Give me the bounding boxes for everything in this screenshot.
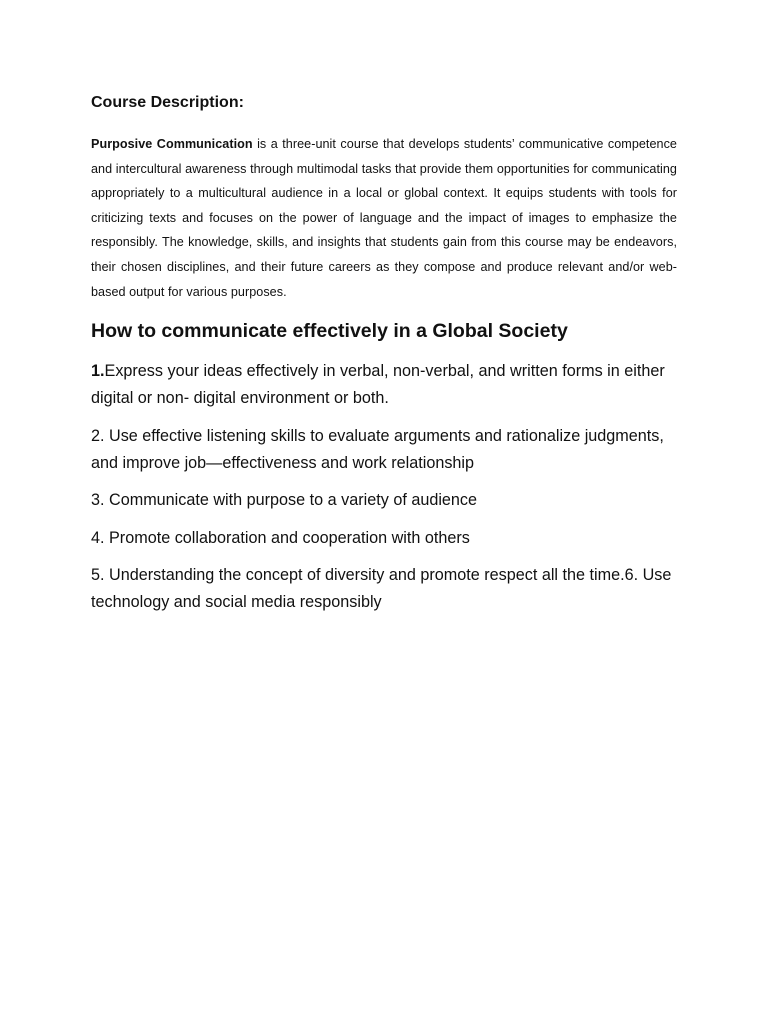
communication-tips-list [91,358,691,627]
list-item-text: Promote collaboration and cooperation with others [104,528,470,547]
list-item [91,358,691,412]
course-description-heading: Course Description: [91,94,244,111]
course-description-body: is a three-unit course that develops students’ communicative competence and intercultural awareness through multimodal tasks that provide them opportunities for communicating appropriately to a multicultural audience in a local or global context. It equips students with tools for criticizing texts and focuses on the power of language and the impact of images to emphasize the responsibly. The knowledge, skills, and insights that students gain from this course may be endeavors, their chosen disciplines, and their future careers as they compose and produce relevant and/or web-based output for various purposes. [91,137,677,299]
list-item-number: 4. [91,528,105,547]
list-item [91,562,691,616]
list-item [91,525,691,552]
list-item-number: 5. [91,566,105,584]
list-item-number: 2. [91,426,105,445]
list-item-text: Communicate with purpose to a variety of audience [104,491,478,509]
list-item-text: Use effective listening skills to evaluate arguments and rationalize judgments, and improve job—effectiveness and work relationship [91,426,664,472]
list-item-text: Express your ideas effectively in verbal, non-verbal, and written forms in either digital or non- digital environment or both. [91,362,665,407]
course-description-paragraph [91,132,677,304]
list-item-number: 1. [91,362,105,380]
list-item [91,487,691,514]
list-item-text: Understanding the concept of diversity and promote respect all the time.6. Use technology and social media responsibly [91,566,672,611]
list-item-number: 3. [91,491,105,509]
global-society-heading: How to communicate effectively in a Global Society [91,320,568,342]
list-item [91,423,691,477]
course-name: Purposive Communication [91,137,253,151]
